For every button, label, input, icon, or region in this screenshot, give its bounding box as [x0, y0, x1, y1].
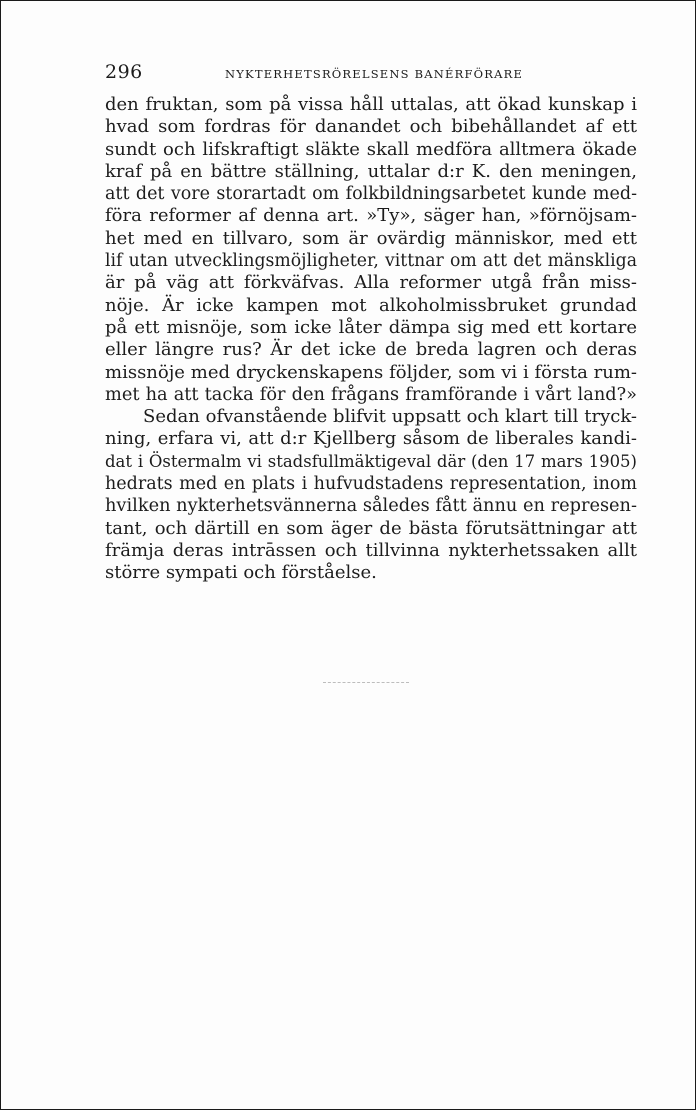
text-line: lif utan utvecklingsmöjligheter, vittnar om att det mänskliga: [105, 251, 637, 272]
body-text: [105, 94, 637, 585]
text-line: att det vore storartadt om folkbildningsarbetet kunde med-: [105, 184, 637, 205]
text-line: föra reformer af denna art. »Ty», säger han, »förnöjsam-: [105, 205, 637, 227]
text-line: ning, erfara vi, att d:r Kjellberg såsom de liberales kandi-: [105, 428, 637, 450]
running-head: NYKTERHETSRÖRELSENS BANÉRFÖRARE: [225, 67, 524, 81]
text-line: hvad som fordras för danandet och bibehållandet af ett: [105, 116, 637, 138]
section-divider: [323, 682, 409, 685]
page-number: 296: [105, 61, 143, 83]
text-line: kraf på en bättre ställning, uttalar d:r K. den meningen,: [105, 160, 637, 182]
text-line: eller längre rus? Är det icke de breda lagren och deras: [105, 339, 637, 361]
text-line: missnöje med dryckenskapens följder, som vi i första rum-: [105, 361, 637, 383]
text-line: på ett misnöje, som icke låter dämpa sig med ett kortare: [105, 316, 637, 338]
text-line: nöje. Är icke kampen mot alkoholmissbruket grundad: [105, 294, 637, 316]
text-line: hvilken nykterhetsvännerna således fått ännu en represen-: [105, 496, 637, 517]
text-line: het med en tillvaro, som är ovärdig människor, med ett: [105, 227, 637, 249]
text-line: hedrats med en plats i hufvudstadens representation, inom: [105, 474, 637, 495]
text-line: är på väg att förkväfvas. Alla reformer utgå från miss-: [105, 272, 637, 294]
text-line: Sedan ofvanstående blifvit uppsatt och klart till tryck-: [143, 406, 637, 428]
text-line: främja deras intrāssen och tillvinna nykterhetssaken allt: [105, 539, 637, 561]
text-line: met ha att tacka för den frågans framförande i vårt land?»: [105, 384, 637, 405]
text-line: större sympati och förståelse.: [105, 562, 377, 584]
text-line: dat i Östermalm vi stadsfullmäktigeval där (den 17 mars 1905): [105, 451, 637, 471]
page-header: [105, 61, 635, 85]
text-line: tant, och därtill en som äger de bästa förutsättningar att: [105, 517, 637, 539]
text-line: den fruktan, som på vissa håll uttalas, att ökad kunskap i: [105, 94, 637, 115]
text-line: sundt och lifskraftigt släkte skall medföra alltmera ökade: [105, 138, 637, 160]
